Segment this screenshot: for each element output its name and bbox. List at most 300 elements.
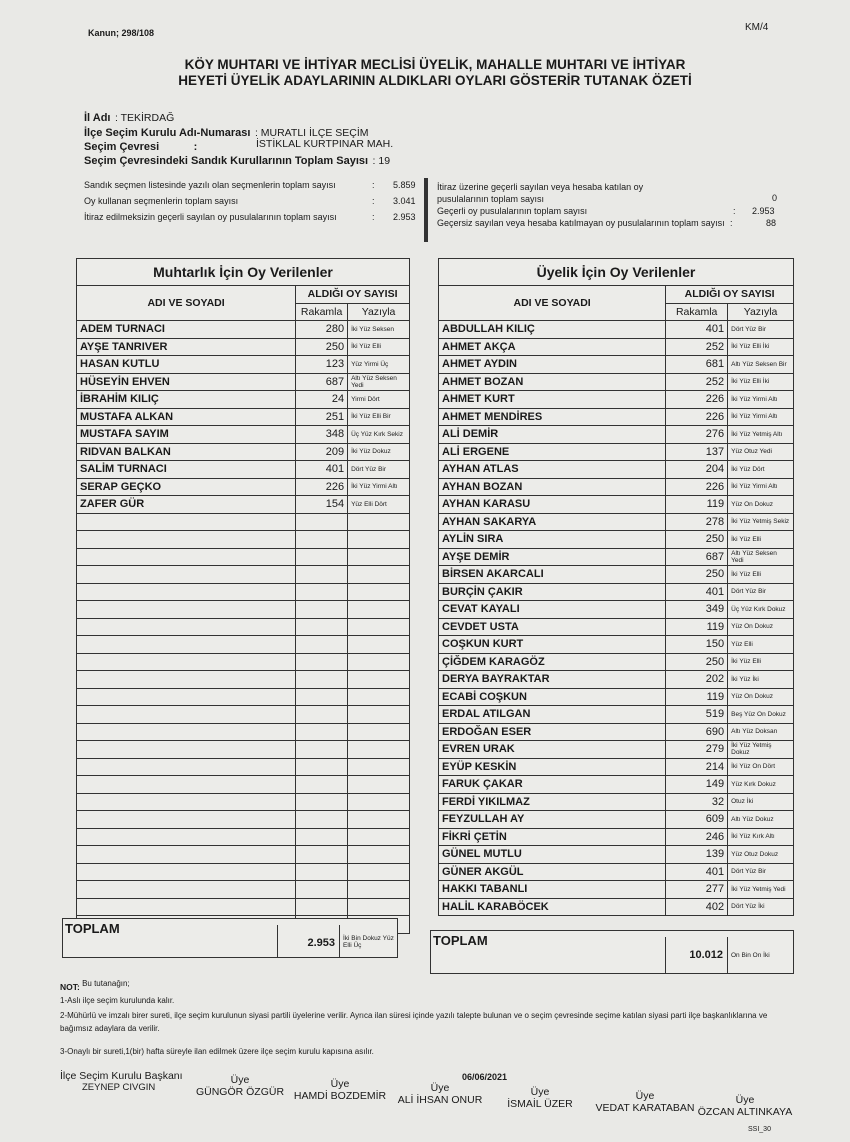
empty-row — [77, 793, 410, 811]
candidate-votes-number: 226 — [666, 391, 728, 409]
candidate-votes-number: 252 — [666, 373, 728, 391]
candidate-votes-number: 690 — [666, 723, 728, 741]
stat-right-line-4-value: 88 — [766, 218, 777, 228]
member-name: İSMAİL ÜZER — [507, 1098, 573, 1110]
candidate-row — [439, 636, 794, 654]
empty-cell — [348, 898, 410, 916]
candidate-votes-text: İki Yüz Elli — [728, 653, 794, 671]
candidate-votes-text: Yüz Yirmi Üç — [348, 356, 410, 374]
candidate-name: EYÜP KESKİN — [439, 758, 666, 776]
candidate-votes-number: 401 — [296, 461, 348, 479]
candidate-name: GÜNER AKGÜL — [439, 863, 666, 881]
empty-cell — [348, 566, 410, 584]
cevre-label: Seçim Çevresi — [84, 141, 160, 153]
empty-cell — [296, 618, 348, 636]
stat-right-line-4-colon: : — [730, 218, 733, 228]
uyelik-toplam-label: TOPLAM — [433, 933, 488, 948]
empty-cell — [348, 828, 410, 846]
empty-cell — [348, 688, 410, 706]
empty-row — [77, 723, 410, 741]
empty-cell — [348, 758, 410, 776]
empty-cell — [77, 653, 296, 671]
candidate-row — [439, 863, 794, 881]
empty-row — [77, 636, 410, 654]
stat-left-3-label: İtiraz edilmeksizin geçerli sayılan oy pusulalarının toplam sayısı — [84, 212, 337, 222]
candidate-row — [439, 391, 794, 409]
empty-cell — [77, 881, 296, 899]
candidate-votes-text: Dört Yüz İki — [728, 898, 794, 916]
empty-row — [77, 863, 410, 881]
candidate-votes-number: 401 — [666, 583, 728, 601]
cevre-value: İSTİKLAL KURTPINAR MAH. — [256, 138, 394, 150]
candidate-votes-text: İki Yüz Kırk Altı — [728, 828, 794, 846]
candidate-votes-number: 401 — [666, 863, 728, 881]
candidate-name: MUSTAFA ALKAN — [77, 408, 296, 426]
candidate-name: CEVDET USTA — [439, 618, 666, 636]
empty-cell — [296, 706, 348, 724]
stat-left-2-value: 3.041 — [393, 196, 416, 206]
candidate-votes-number: 202 — [666, 671, 728, 689]
empty-cell — [296, 566, 348, 584]
empty-cell — [296, 548, 348, 566]
candidate-name: GÜNEL MUTLU — [439, 846, 666, 864]
stat-left-3-colon: : — [372, 212, 375, 222]
muhtarlik-table — [76, 258, 410, 934]
candidate-row — [439, 338, 794, 356]
uyelik-title: Üyelik İçin Oy Verilenler — [439, 259, 794, 286]
empty-cell — [77, 688, 296, 706]
candidate-votes-text: Yirmi Dört — [348, 391, 410, 409]
empty-row — [77, 653, 410, 671]
empty-cell — [77, 601, 296, 619]
empty-row — [77, 548, 410, 566]
candidate-votes-text: İki Yüz Elli İki — [728, 373, 794, 391]
candidate-votes-text: İki Yüz Yetmiş Sekiz — [728, 513, 794, 531]
candidate-row — [77, 408, 410, 426]
uyelik-toplam-text: On Bin On İki — [731, 952, 770, 959]
candidate-votes-number: 226 — [666, 408, 728, 426]
empty-cell — [296, 741, 348, 759]
empty-cell — [77, 706, 296, 724]
notes-heading — [60, 979, 130, 992]
candidate-votes-number: 149 — [666, 776, 728, 794]
stat-left-1-value: 5.859 — [393, 180, 416, 190]
candidate-name: AYŞE TANRIVER — [77, 338, 296, 356]
candidate-name: AYHAN BOZAN — [439, 478, 666, 496]
candidate-name: AHMET AKÇA — [439, 338, 666, 356]
candidate-votes-number: 250 — [666, 566, 728, 584]
uyelik-table — [438, 258, 794, 916]
candidate-votes-text: İki Yüz Yirmi Altı — [728, 391, 794, 409]
candidate-row — [439, 793, 794, 811]
candidate-name: ABDULLAH KILIÇ — [439, 321, 666, 339]
empty-cell — [296, 636, 348, 654]
candidate-votes-number: 150 — [666, 636, 728, 654]
candidate-votes-number: 154 — [296, 496, 348, 514]
candidate-votes-text: İki Yüz Dokuz — [348, 443, 410, 461]
candidate-row — [77, 356, 410, 374]
muhtarlik-toplam-box — [62, 918, 398, 958]
candidate-name: DERYA BAYRAKTAR — [439, 671, 666, 689]
empty-row — [77, 688, 410, 706]
candidate-votes-text: Yüz Otuz Yedi — [728, 443, 794, 461]
candidate-votes-number: 251 — [296, 408, 348, 426]
member-signature-4 — [490, 1086, 590, 1110]
candidate-row — [439, 531, 794, 549]
empty-row — [77, 583, 410, 601]
candidate-votes-text: Yüz Elli — [728, 636, 794, 654]
empty-cell — [296, 688, 348, 706]
muhtarlik-title: Muhtarlık İçin Oy Verilenler — [77, 259, 410, 286]
muhtarlik-toplam-divider — [277, 925, 278, 957]
candidate-row — [439, 583, 794, 601]
candidate-row — [439, 356, 794, 374]
document-date: 06/06/2021 — [462, 1072, 508, 1082]
empty-cell — [348, 513, 410, 531]
empty-cell — [348, 531, 410, 549]
stat-left-1-label: Sandık seçmen listesinde yazılı olan seçmenlerin toplam sayısı — [84, 180, 336, 190]
empty-row — [77, 618, 410, 636]
empty-cell — [348, 548, 410, 566]
note-2: 2-Mühürlü ve imzalı birer sureti, ilçe seçim kurulunun siyasi partili üyelerine verilir. Ayrıca ilan süresi içinde yazılı talepte bulunan ve o seçim çevresinde seçime katılan siyasi parti ilçe başkanlıklarına ve — [60, 1011, 768, 1020]
candidate-votes-number: 250 — [666, 531, 728, 549]
empty-cell — [77, 636, 296, 654]
candidate-name: AHMET KURT — [439, 391, 666, 409]
empty-cell — [296, 531, 348, 549]
document-title-line-2: HEYETİ ÜYELİK ADAYLARININ ALDIKLARI OYLARI GÖSTERİR TUTANAK ÖZETİ — [178, 73, 692, 88]
candidate-row — [77, 338, 410, 356]
candidate-name: İBRAHİM KILIÇ — [77, 391, 296, 409]
candidate-votes-text: İki Yüz Dört — [728, 461, 794, 479]
candidate-name: ERDAL ATILGAN — [439, 706, 666, 724]
candidate-votes-number: 246 — [666, 828, 728, 846]
candidate-name: RIDVAN BALKAN — [77, 443, 296, 461]
form-code: KM/4 — [745, 22, 769, 33]
empty-row — [77, 531, 410, 549]
member-signature-6 — [690, 1094, 800, 1118]
empty-cell — [296, 583, 348, 601]
empty-cell — [296, 776, 348, 794]
candidate-name: ADEM TURNACI — [77, 321, 296, 339]
candidate-row — [439, 723, 794, 741]
candidate-row — [439, 373, 794, 391]
stats-divider — [424, 178, 428, 242]
empty-cell — [296, 671, 348, 689]
candidate-votes-text: İki Yüz Elli — [348, 338, 410, 356]
candidate-row — [439, 811, 794, 829]
empty-cell — [348, 583, 410, 601]
note-1: 1-Aslı ilçe seçim kurulunda kalır. — [60, 996, 175, 1005]
candidate-votes-text: Otuz İki — [728, 793, 794, 811]
candidate-name: ALİ ERGENE — [439, 443, 666, 461]
candidate-name: AYLİN SIRA — [439, 531, 666, 549]
stat-left-2-label: Oy kullanan seçmenlerin toplam sayısı — [84, 196, 239, 206]
stat-right-line-1: İtiraz üzerine geçerli sayılan veya hesaba katılan oy — [437, 182, 644, 192]
candidate-name: AHMET BOZAN — [439, 373, 666, 391]
member-name: GÜNGÖR ÖZGÜR — [195, 1086, 285, 1098]
uyelik-toplam-num: 10.012 — [689, 949, 723, 961]
empty-row — [77, 513, 410, 531]
footer-code: SSI_30 — [748, 1126, 771, 1133]
candidate-name: ALİ DEMİR — [439, 426, 666, 444]
president-signature — [60, 1070, 200, 1093]
candidate-row — [439, 688, 794, 706]
ilce-value: : MURATLI İLÇE SEÇİM — [254, 127, 369, 139]
candidate-votes-text: Altı Yüz Seksen Yedi — [348, 373, 410, 391]
muhtarlik-title-row — [77, 259, 410, 286]
candidate-votes-number: 250 — [296, 338, 348, 356]
candidate-votes-number: 139 — [666, 846, 728, 864]
stat-left-1-colon: : — [372, 180, 375, 190]
member-name: VEDAT KARATABAN — [595, 1102, 695, 1114]
stat-right-line-3-value: 2.953 — [752, 206, 775, 216]
candidate-name: ÇİĞDEM KARAGÖZ — [439, 653, 666, 671]
candidate-row — [439, 426, 794, 444]
empty-cell — [77, 618, 296, 636]
muhtarlik-col-votes: ALDIĞI OY SAYISI — [296, 286, 410, 304]
candidate-votes-text: Beş Yüz On Dokuz — [728, 706, 794, 724]
empty-row — [77, 898, 410, 916]
candidate-votes-text: Üç Yüz Kırk Sekiz — [348, 426, 410, 444]
empty-cell — [296, 811, 348, 829]
candidate-votes-text: İki Yüz Yirmi Altı — [348, 478, 410, 496]
empty-cell — [296, 828, 348, 846]
stat-right-line-3-colon: : — [733, 206, 736, 216]
candidate-row — [439, 846, 794, 864]
candidate-row — [439, 496, 794, 514]
stat-right-line-3: Geçerli oy pusulalarının toplam sayısı — [437, 206, 588, 216]
member-signature-2 — [290, 1078, 390, 1102]
president-name: ZEYNEP CIVGIN — [82, 1082, 156, 1093]
candidate-row — [439, 478, 794, 496]
candidate-votes-text: Dört Yüz Bir — [348, 461, 410, 479]
sandik-row — [84, 151, 390, 169]
candidate-row — [439, 601, 794, 619]
empty-cell — [348, 671, 410, 689]
candidate-votes-number: 609 — [666, 811, 728, 829]
empty-cell — [296, 758, 348, 776]
candidate-name: EVREN URAK — [439, 741, 666, 759]
candidate-row — [439, 776, 794, 794]
empty-cell — [77, 566, 296, 584]
empty-cell — [296, 898, 348, 916]
notes-intro: Bu tutanağın; — [82, 979, 130, 988]
candidate-name: HAKKI TABANLI — [439, 881, 666, 899]
il-label: İl Adı — [84, 112, 111, 124]
candidate-name: CEVAT KAYALI — [439, 601, 666, 619]
candidate-votes-number: 226 — [666, 478, 728, 496]
uyelik-toplam-divider-2 — [727, 937, 728, 973]
empty-cell — [296, 863, 348, 881]
member-name: ALİ İHSAN ONUR — [397, 1094, 483, 1106]
candidate-row — [77, 478, 410, 496]
candidate-name: AYHAN SAKARYA — [439, 513, 666, 531]
empty-row — [77, 601, 410, 619]
uyelik-header-row-1 — [439, 286, 794, 304]
candidate-row — [439, 548, 794, 566]
empty-cell — [296, 513, 348, 531]
empty-row — [77, 881, 410, 899]
candidate-votes-number: 214 — [666, 758, 728, 776]
candidate-votes-text: Yüz On Dokuz — [728, 496, 794, 514]
candidate-votes-text: İki Yüz Elli Bir — [348, 408, 410, 426]
member-label: Üye — [735, 1094, 755, 1106]
empty-row — [77, 811, 410, 829]
empty-row — [77, 776, 410, 794]
candidate-votes-number: 123 — [296, 356, 348, 374]
note-3: 3-Onaylı bir sureti,1(bir) hafta süreyle ilan edilmek üzere ilçe seçim kurulu kapısına asılır. — [60, 1047, 374, 1056]
candidate-row — [439, 881, 794, 899]
candidate-name: BİRSEN AKARCALI — [439, 566, 666, 584]
empty-cell — [77, 583, 296, 601]
member-name: HAMDİ BOZDEMİR — [293, 1090, 387, 1102]
empty-cell — [348, 811, 410, 829]
candidate-name: AHMET MENDİRES — [439, 408, 666, 426]
uyelik-toplam-divider — [665, 937, 666, 973]
empty-cell — [77, 846, 296, 864]
muhtarlik-toplam-divider-2 — [339, 925, 340, 957]
candidate-name: FEYZULLAH AY — [439, 811, 666, 829]
candidate-name: HÜSEYİN EHVEN — [77, 373, 296, 391]
candidate-votes-text: Dört Yüz Bir — [728, 583, 794, 601]
uyelik-title-row — [439, 259, 794, 286]
empty-cell — [77, 548, 296, 566]
empty-cell — [348, 776, 410, 794]
candidate-votes-number: 278 — [666, 513, 728, 531]
empty-cell — [296, 881, 348, 899]
empty-cell — [77, 898, 296, 916]
candidate-row — [77, 496, 410, 514]
stat-right-line-2-value: 0 — [772, 193, 778, 203]
empty-row — [77, 706, 410, 724]
empty-cell — [77, 741, 296, 759]
empty-row — [77, 566, 410, 584]
muhtarlik-toplam-num: 2.953 — [307, 937, 335, 949]
candidate-row — [77, 321, 410, 339]
candidate-name: SALİM TURNACI — [77, 461, 296, 479]
stat-left-3-value: 2.953 — [393, 212, 416, 222]
candidate-votes-text: İki Yüz Yetmiş Altı — [728, 426, 794, 444]
empty-row — [77, 671, 410, 689]
note-2-cont: bağımsız adaylara da verilir. — [60, 1024, 160, 1033]
muhtarlik-col-yaziyla: Yazıyla — [348, 303, 410, 321]
empty-cell — [77, 863, 296, 881]
candidate-row — [439, 706, 794, 724]
empty-row — [77, 828, 410, 846]
il-value: : TEKİRDAĞ — [114, 112, 175, 124]
empty-cell — [348, 618, 410, 636]
candidate-votes-number: 119 — [666, 688, 728, 706]
empty-cell — [77, 671, 296, 689]
candidate-name: HALİL KARABÖCEK — [439, 898, 666, 916]
empty-cell — [348, 741, 410, 759]
candidate-votes-number: 250 — [666, 653, 728, 671]
member-label: Üye — [430, 1082, 450, 1094]
candidate-name: AYHAN ATLAS — [439, 461, 666, 479]
document-title-line-1: KÖY MUHTARI VE İHTİYAR MECLİSİ ÜYELİK, MAHALLE MUHTARI VE İHTİYAR — [184, 57, 686, 72]
candidate-name: AYŞE DEMİR — [439, 548, 666, 566]
candidate-name: ECABİ COŞKUN — [439, 688, 666, 706]
member-label: Üye — [635, 1090, 655, 1102]
candidate-row — [439, 461, 794, 479]
candidate-row — [77, 391, 410, 409]
sandik-label: Seçim Çevresindeki Sandık Kurullarının Toplam Sayısı — [84, 155, 369, 167]
candidate-votes-number: 687 — [296, 373, 348, 391]
candidate-votes-text: İki Yüz İki — [728, 671, 794, 689]
candidate-votes-text: Yüz Kırk Dokuz — [728, 776, 794, 794]
candidate-votes-text: Üç Yüz Kırk Dokuz — [728, 601, 794, 619]
candidate-votes-text: İki Yüz On Dört — [728, 758, 794, 776]
candidate-votes-text: İki Yüz Elli İki — [728, 338, 794, 356]
candidate-votes-text: Dört Yüz Bir — [728, 321, 794, 339]
stat-right-line-4: Geçersiz sayılan veya hesaba katılmayan oy pusulalarının toplam sayısı — [437, 218, 725, 228]
candidate-row — [439, 618, 794, 636]
candidate-votes-text: Yüz On Dokuz — [728, 688, 794, 706]
candidate-votes-number: 402 — [666, 898, 728, 916]
candidate-name: MUSTAFA SAYIM — [77, 426, 296, 444]
member-label: Üye — [330, 1078, 350, 1090]
candidate-row — [439, 671, 794, 689]
candidate-name: COŞKUN KURT — [439, 636, 666, 654]
candidate-votes-number: 348 — [296, 426, 348, 444]
empty-cell — [348, 863, 410, 881]
candidate-votes-text: İki Yüz Yetmiş Yedi — [728, 881, 794, 899]
candidate-name: AHMET AYDIN — [439, 356, 666, 374]
empty-cell — [348, 706, 410, 724]
candidate-votes-number: 681 — [666, 356, 728, 374]
cevre-colon: : — [193, 141, 198, 153]
empty-cell — [296, 793, 348, 811]
candidate-votes-text: İki Yüz Yetmiş Dokuz — [728, 741, 794, 759]
candidate-name: HASAN KUTLU — [77, 356, 296, 374]
candidate-votes-number: 280 — [296, 321, 348, 339]
member-label: Üye — [230, 1074, 250, 1086]
candidate-votes-text: Altı Yüz Doksan — [728, 723, 794, 741]
empty-cell — [296, 846, 348, 864]
candidate-votes-number: 209 — [296, 443, 348, 461]
empty-cell — [296, 601, 348, 619]
candidate-name: SERAP GEÇKO — [77, 478, 296, 496]
empty-cell — [348, 793, 410, 811]
candidate-row — [439, 828, 794, 846]
empty-row — [77, 741, 410, 759]
candidate-row — [77, 426, 410, 444]
candidate-votes-text: Altı Yüz Seksen Bir — [728, 356, 794, 374]
empty-cell — [348, 601, 410, 619]
member-signature-3 — [390, 1082, 490, 1106]
ilce-label: İlçe Seçim Kurulu Adı-Numarası — [84, 127, 251, 139]
uyelik-col-name: ADI VE SOYADI — [439, 286, 666, 321]
candidate-votes-number: 32 — [666, 793, 728, 811]
president-title: İlçe Seçim Kurulu Başkanı — [60, 1070, 183, 1082]
candidate-name: BURÇİN ÇAKIR — [439, 583, 666, 601]
empty-cell — [348, 653, 410, 671]
candidate-name: ERDOĞAN ESER — [439, 723, 666, 741]
candidate-votes-number: 687 — [666, 548, 728, 566]
member-name: ÖZCAN ALTINKAYA — [697, 1106, 793, 1118]
empty-cell — [296, 723, 348, 741]
member-signature-1 — [190, 1074, 290, 1098]
candidate-votes-number: 119 — [666, 618, 728, 636]
empty-cell — [77, 723, 296, 741]
candidate-votes-text: Altı Yüz Dokuz — [728, 811, 794, 829]
candidate-votes-text: Altı Yüz Seksen Yedi — [728, 548, 794, 566]
candidate-votes-text: Yüz On Dokuz — [728, 618, 794, 636]
stat-right-line-2: pusulalarının toplam sayısı — [437, 194, 545, 204]
candidate-name: FİKRİ ÇETİN — [439, 828, 666, 846]
candidate-votes-number: 226 — [296, 478, 348, 496]
muhtarlik-toplam-text: İki Bin Dokuz Yüz Elli Üç — [343, 935, 394, 949]
